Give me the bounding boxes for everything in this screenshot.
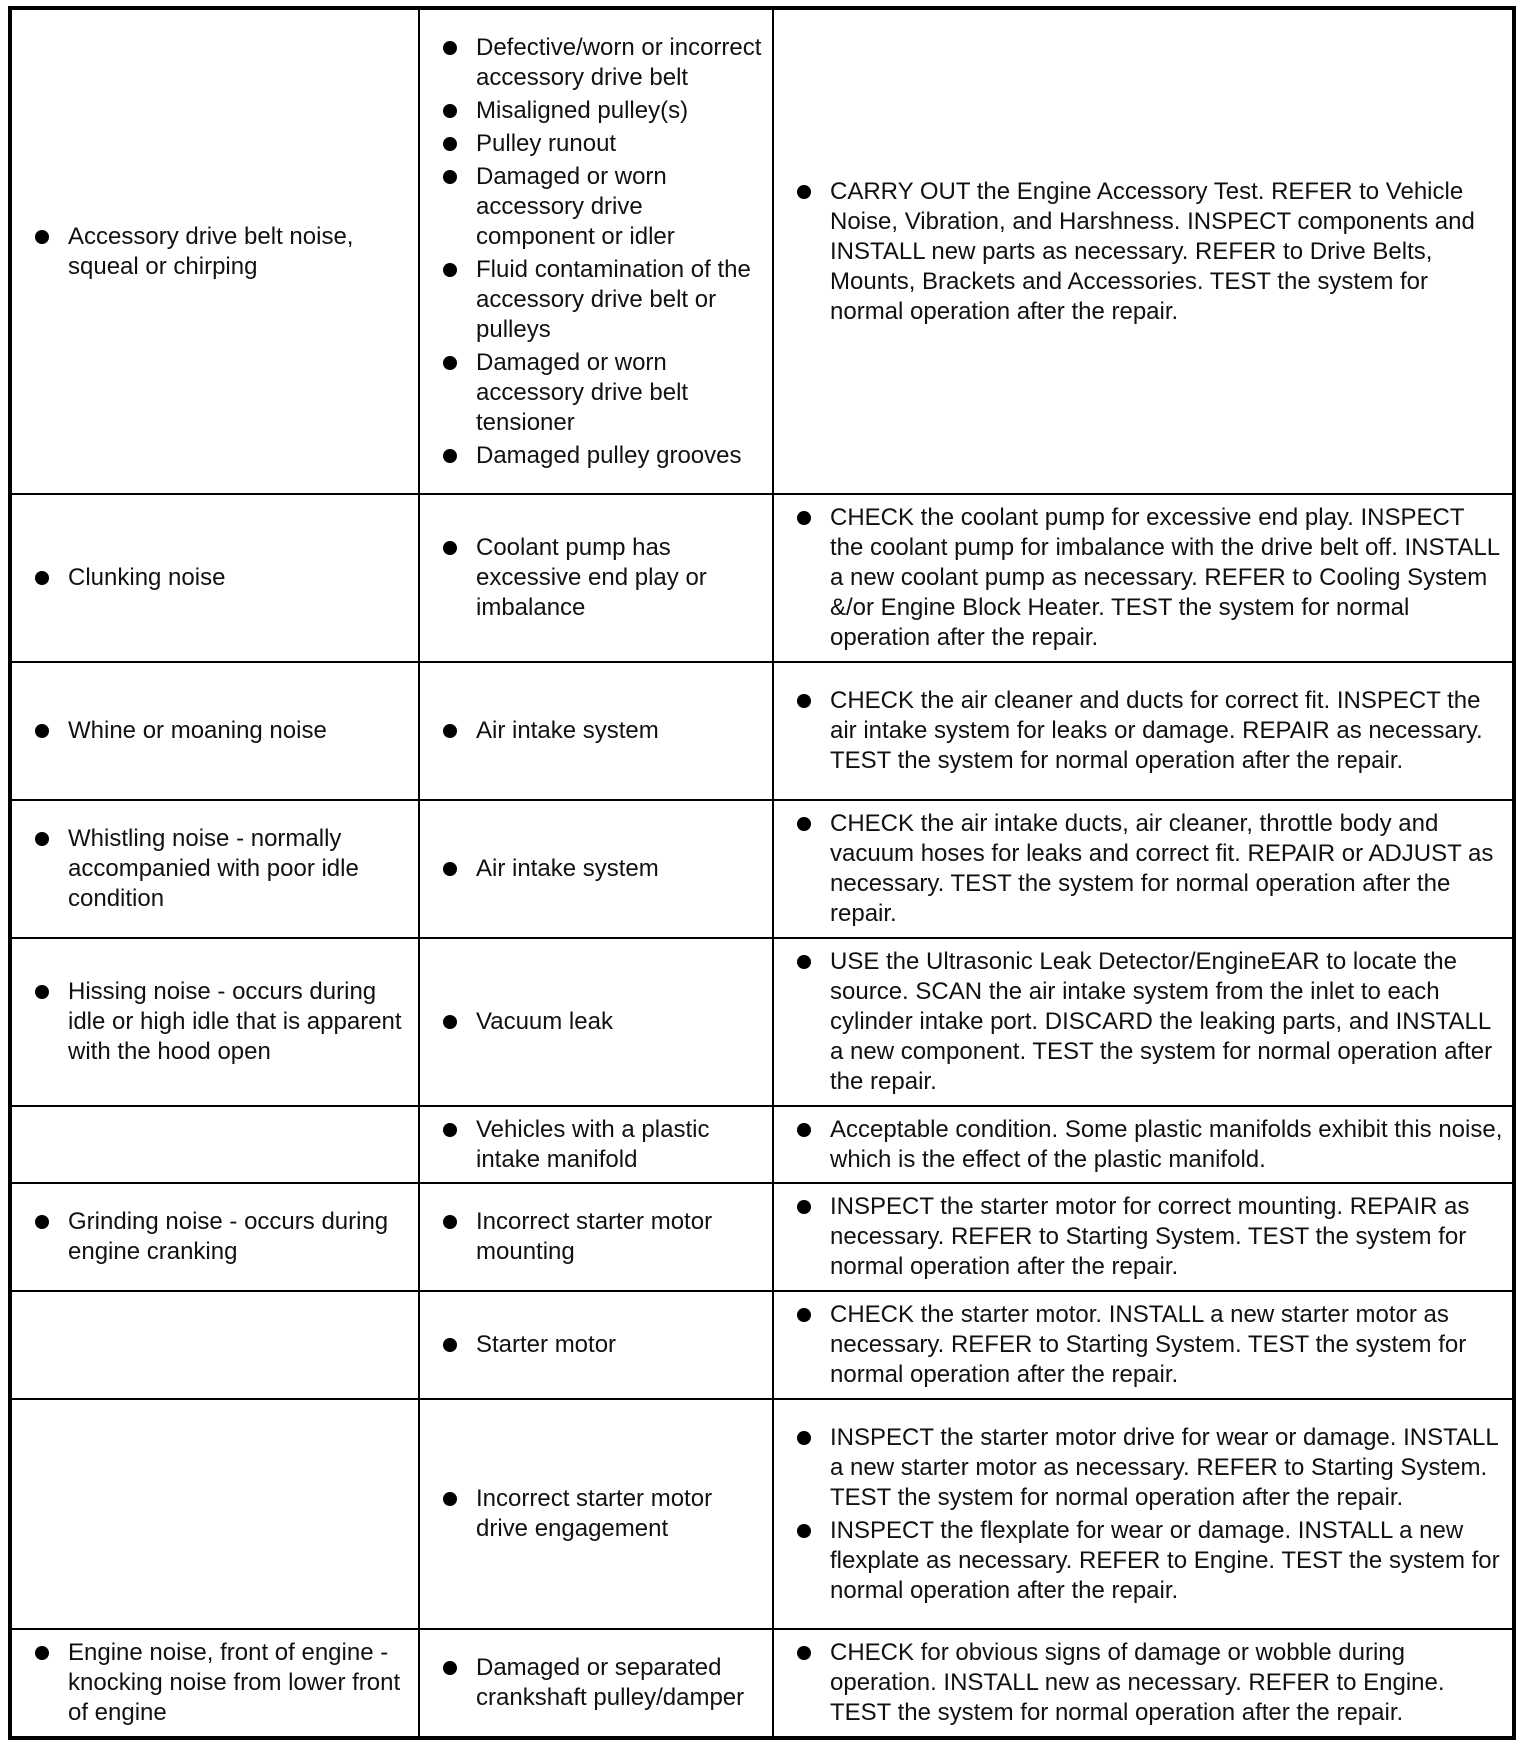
action-list <box>774 177 1504 327</box>
symptom-item: Hissing noise - occurs during idle or high idle that is apparent with the hood open <box>12 977 410 1067</box>
action-item: CHECK the air intake ducts, air cleaner, throttle body and vacuum hoses for leaks and correct fit. REPAIR or ADJUST as necessary. TEST the system for normal operation after the repair. <box>774 809 1504 929</box>
symptom-cell <box>10 8 419 494</box>
action-cell <box>773 1183 1514 1291</box>
cause-list <box>420 1484 764 1544</box>
action-cell <box>773 800 1514 938</box>
diagnostic-sheet <box>8 6 1512 1736</box>
cause-list <box>420 716 764 746</box>
table-row <box>10 938 1514 1106</box>
cause-item: Vacuum leak <box>420 1007 764 1037</box>
cause-list <box>420 1653 764 1713</box>
action-item: INSPECT the starter motor for correct mounting. REPAIR as necessary. REFER to Starting System. TEST the system for normal operation after the repair. <box>774 1192 1504 1282</box>
cause-list <box>420 33 764 471</box>
cause-list <box>420 533 764 623</box>
cause-item: Defective/worn or incorrect accessory drive belt <box>420 33 764 93</box>
action-item: CHECK the coolant pump for excessive end play. INSPECT the coolant pump for imbalance with the drive belt off. INSTALL a new coolant pump as necessary. REFER to Cooling System &/or Engine Block Heater. TEST the system for normal operation after the repair. <box>774 503 1504 653</box>
cause-item: Fluid contamination of the accessory drive belt or pulleys <box>420 255 764 345</box>
action-list <box>774 1638 1504 1728</box>
action-cell <box>773 1399 1514 1629</box>
cause-cell <box>419 1399 773 1629</box>
cause-list <box>420 854 764 884</box>
symptom-cell <box>10 1183 419 1291</box>
cause-item: Air intake system <box>420 854 764 884</box>
action-list <box>774 1423 1504 1606</box>
cause-cell <box>419 938 773 1106</box>
action-list <box>774 947 1504 1097</box>
cause-item: Damaged pulley grooves <box>420 441 764 471</box>
action-list <box>774 1192 1504 1282</box>
symptom-list <box>12 1638 410 1728</box>
cause-list <box>420 1007 764 1037</box>
table-row <box>10 1291 1514 1399</box>
table-row <box>10 800 1514 938</box>
symptom-item: Engine noise, front of engine - knocking noise from lower front of engine <box>12 1638 410 1728</box>
action-list <box>774 1300 1504 1390</box>
action-item: INSPECT the flexplate for wear or damage. INSTALL a new flexplate as necessary. REFER to Engine. TEST the system for normal operation after the repair. <box>774 1516 1504 1606</box>
cause-cell <box>419 1106 773 1183</box>
symptom-list <box>12 222 410 282</box>
table-row <box>10 1106 1514 1183</box>
table-row <box>10 1399 1514 1629</box>
cause-item: Pulley runout <box>420 129 764 159</box>
action-list <box>774 1115 1504 1175</box>
action-item: CHECK the air cleaner and ducts for correct fit. INSPECT the air intake system for leaks or damage. REPAIR as necessary. TEST the system for normal operation after the repair. <box>774 686 1504 776</box>
symptom-cell <box>10 494 419 662</box>
table-row <box>10 8 1514 494</box>
symptom-cell <box>10 1106 419 1183</box>
action-cell <box>773 938 1514 1106</box>
action-cell <box>773 662 1514 800</box>
table-row <box>10 494 1514 662</box>
action-item: CHECK for obvious signs of damage or wobble during operation. INSTALL new as necessary. REFER to Engine. TEST the system for normal operation after the repair. <box>774 1638 1504 1728</box>
symptom-item: Whine or moaning noise <box>12 716 410 746</box>
symptom-list <box>12 563 410 593</box>
cause-cell <box>419 1291 773 1399</box>
action-cell <box>773 1629 1514 1738</box>
cause-item: Damaged or worn accessory drive component or idler <box>420 162 764 252</box>
symptom-item: Whistling noise - normally accompanied with poor idle condition <box>12 824 410 914</box>
action-item: USE the Ultrasonic Leak Detector/EngineEAR to locate the source. SCAN the air intake system from the inlet to each cylinder intake port. DISCARD the leaking parts, and INSTALL a new component. TEST the system for normal operation after the repair. <box>774 947 1504 1097</box>
cause-cell <box>419 662 773 800</box>
action-item: Acceptable condition. Some plastic manifolds exhibit this noise, which is the effect of the plastic manifold. <box>774 1115 1504 1175</box>
noise-diagnosis-table <box>8 6 1516 1740</box>
action-cell <box>773 8 1514 494</box>
cause-item: Air intake system <box>420 716 764 746</box>
cause-cell <box>419 800 773 938</box>
cause-item: Incorrect starter motor mounting <box>420 1207 764 1267</box>
cause-item: Starter motor <box>420 1330 764 1360</box>
symptom-cell <box>10 938 419 1106</box>
table-body <box>10 8 1514 1738</box>
symptom-list <box>12 824 410 914</box>
symptom-item: Clunking noise <box>12 563 410 593</box>
symptom-item: Accessory drive belt noise, squeal or chirping <box>12 222 410 282</box>
action-item: CARRY OUT the Engine Accessory Test. REFER to Vehicle Noise, Vibration, and Harshness. INSPECT components and INSTALL new parts as necessary. REFER to Drive Belts, Mounts, Brackets and Accessories. TEST the system for normal operation after the repair. <box>774 177 1504 327</box>
cause-cell <box>419 8 773 494</box>
cause-cell <box>419 494 773 662</box>
symptom-cell <box>10 1629 419 1738</box>
symptom-list <box>12 716 410 746</box>
action-cell <box>773 494 1514 662</box>
symptom-cell <box>10 1399 419 1629</box>
action-item: INSPECT the starter motor drive for wear or damage. INSTALL a new starter motor as necessary. REFER to Starting System. TEST the system for normal operation after the repair. <box>774 1423 1504 1513</box>
symptom-item: Grinding noise - occurs during engine cranking <box>12 1207 410 1267</box>
cause-item: Coolant pump has excessive end play or imbalance <box>420 533 764 623</box>
symptom-cell <box>10 662 419 800</box>
action-list <box>774 809 1504 929</box>
action-item: CHECK the starter motor. INSTALL a new starter motor as necessary. REFER to Starting System. TEST the system for normal operation after the repair. <box>774 1300 1504 1390</box>
table-row <box>10 1629 1514 1738</box>
table-row <box>10 1183 1514 1291</box>
action-cell <box>773 1291 1514 1399</box>
action-cell <box>773 1106 1514 1183</box>
cause-item: Vehicles with a plastic intake manifold <box>420 1115 764 1175</box>
cause-item: Incorrect starter motor drive engagement <box>420 1484 764 1544</box>
cause-item: Damaged or separated crankshaft pulley/damper <box>420 1653 764 1713</box>
symptom-list <box>12 977 410 1067</box>
cause-cell <box>419 1183 773 1291</box>
symptom-cell <box>10 1291 419 1399</box>
cause-list <box>420 1330 764 1360</box>
cause-item: Misaligned pulley(s) <box>420 96 764 126</box>
action-list <box>774 503 1504 653</box>
symptom-cell <box>10 800 419 938</box>
cause-cell <box>419 1629 773 1738</box>
action-list <box>774 686 1504 776</box>
cause-list <box>420 1115 764 1175</box>
table-row <box>10 662 1514 800</box>
cause-list <box>420 1207 764 1267</box>
cause-item: Damaged or worn accessory drive belt tensioner <box>420 348 764 438</box>
symptom-list <box>12 1207 410 1267</box>
